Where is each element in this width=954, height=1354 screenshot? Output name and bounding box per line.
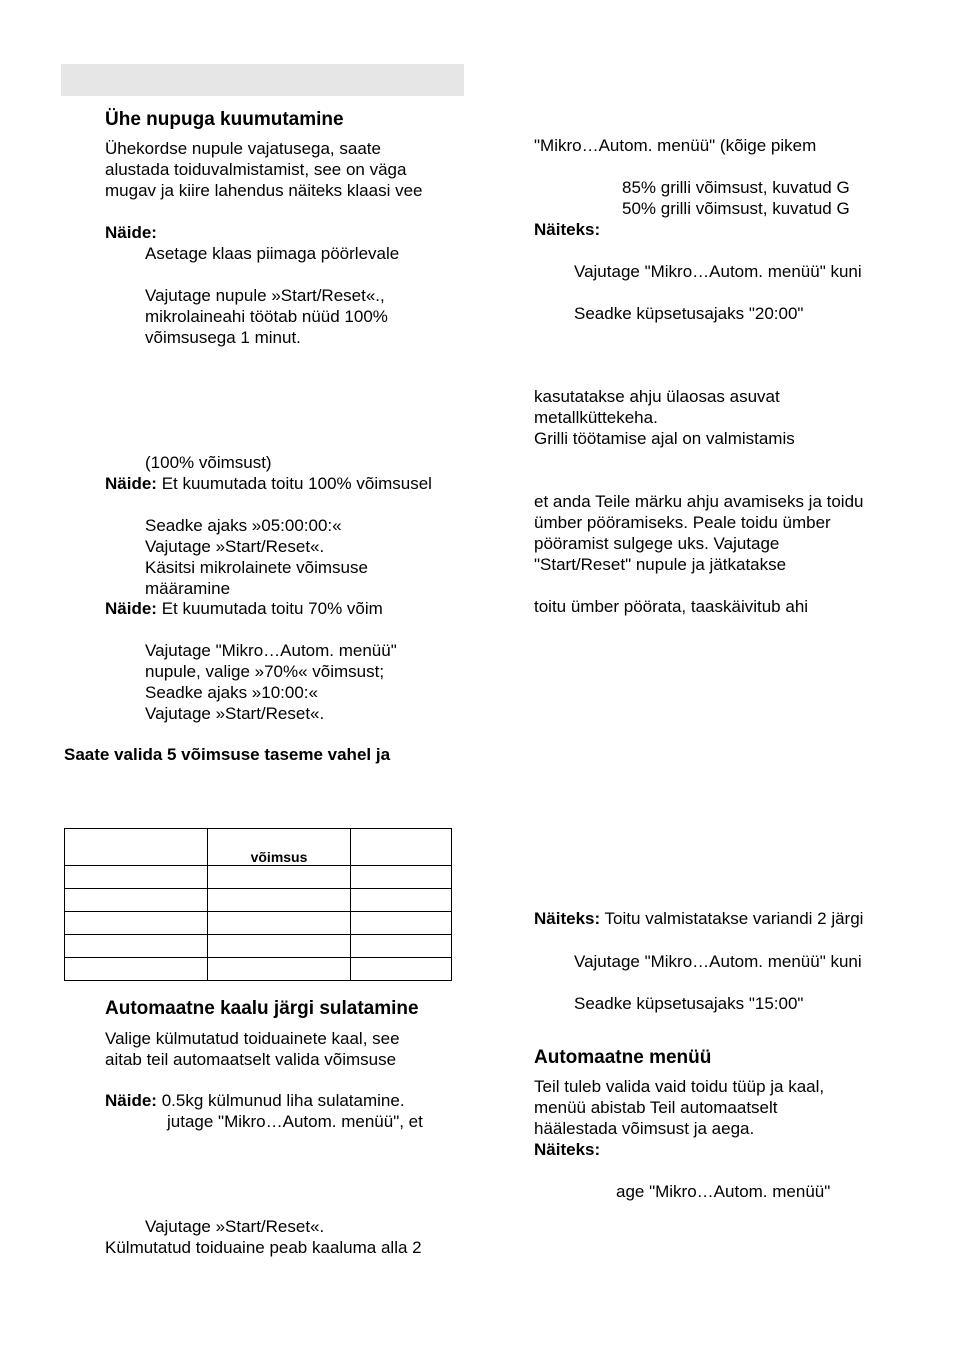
heading-auto-weight-defrost: Automaatne kaalu järgi sulatamine xyxy=(105,998,419,1019)
example-text: Et kuumutada toitu 70% võim xyxy=(156,599,383,618)
paragraph-line: pööramist sulgege uks. Vajutage xyxy=(534,534,780,553)
paragraph-line: et anda Teile märku ahju avamiseks ja toidu xyxy=(534,492,864,511)
example-label: Näide: xyxy=(105,599,157,618)
example-label: Näiteks: xyxy=(534,909,601,928)
paragraph-line: häälestada võimsust ja aega. xyxy=(534,1119,755,1138)
example-step: Seadke küpsetusajaks "20:00" xyxy=(574,304,804,323)
example-step: Vajutage »Start/Reset«. xyxy=(145,537,325,556)
paragraph-line: ümber pööramiseks. Peale toidu ümber xyxy=(534,513,831,532)
paragraph-line: Valige külmutatud toiduainete kaal, see xyxy=(105,1029,400,1048)
example-label: Näiteks: xyxy=(534,1140,601,1159)
grill-power-option: 85% grilli võimsust, kuvatud G xyxy=(622,178,850,197)
example-line xyxy=(105,473,432,494)
table-header-cell xyxy=(65,829,208,866)
example-label: Näiteks: xyxy=(534,220,601,239)
paragraph-line: kasutatakse ahju ülaosas asuvat xyxy=(534,387,780,406)
example-step: määramine xyxy=(145,579,231,598)
table-header-row xyxy=(65,829,452,866)
heading-auto-menu: Automaatne menüü xyxy=(534,1047,712,1068)
example-step: jutage "Mikro…Autom. menüü", et xyxy=(167,1112,423,1131)
grill-power-option: 50% grilli võimsust, kuvatud G xyxy=(622,199,850,218)
example-step: võimsusega 1 minut. xyxy=(145,328,301,347)
power-levels-note: Saate valida 5 võimsuse taseme vahel ja xyxy=(64,745,391,764)
example-line xyxy=(105,1090,405,1111)
example-text: 0.5kg külmunud liha sulatamine. xyxy=(156,1091,405,1110)
example-step: Vajutage "Mikro…Autom. menüü" kuni xyxy=(574,952,862,971)
example-step: age "Mikro…Autom. menüü" xyxy=(616,1182,831,1201)
example-step: Seadke ajaks »05:00:00:« xyxy=(145,516,342,535)
paragraph-line: menüü abistab Teil automaatselt xyxy=(534,1098,778,1117)
paragraph-line: "Mikro…Autom. menüü" (kõige pikem xyxy=(534,136,817,155)
example-step: Asetage klaas piimaga pöörlevale xyxy=(145,244,400,263)
example-step: Vajutage nupule »Start/Reset«., xyxy=(145,286,385,305)
table-row xyxy=(65,912,452,935)
paragraph-line: alustada toiduvalmistamist, see on väga xyxy=(105,160,407,179)
example-text: Toitu valmistatakse variandi 2 järgi xyxy=(600,909,864,928)
example-step: Vajutage »Start/Reset«. xyxy=(145,704,325,723)
example-line xyxy=(105,598,383,619)
example-label: Näide: xyxy=(105,1091,157,1110)
power-note: (100% võimsust) xyxy=(145,453,272,472)
example-text: Et kuumutada toitu 100% võimsusel xyxy=(156,474,432,493)
example-label: Näide: xyxy=(105,474,157,493)
paragraph-line: Teil tuleb valida vaid toidu tüüp ja kaal, xyxy=(534,1077,825,1096)
example-step: Vajutage »Start/Reset«. xyxy=(145,1217,325,1236)
example-step: Seadke küpsetusajaks "15:00" xyxy=(574,994,804,1013)
example-step: Vajutage "Mikro…Autom. menüü" kuni xyxy=(574,262,862,281)
power-levels-table xyxy=(64,828,452,981)
section-header-band xyxy=(61,64,464,96)
example-step: nupule, valige »70%« võimsust; xyxy=(145,662,385,681)
paragraph-line: metallküttekeha. xyxy=(534,408,658,427)
paragraph-line: Külmutatud toiduaine peab kaaluma alla 2 xyxy=(105,1238,422,1257)
heading-one-touch-heating: Ühe nupuga kuumutamine xyxy=(105,109,344,130)
example-step: Käsitsi mikrolainete võimsuse xyxy=(145,558,368,577)
paragraph-line: "Start/Reset" nupule ja jätkatakse xyxy=(534,555,787,574)
table-header-cell: võimsus xyxy=(208,829,351,866)
example-step: Vajutage "Mikro…Autom. menüü" xyxy=(145,641,397,660)
paragraph-line: toitu ümber pöörata, taaskäivitub ahi xyxy=(534,597,809,616)
table-row xyxy=(65,866,452,889)
paragraph-line: aitab teil automaatselt valida võimsuse xyxy=(105,1050,397,1069)
paragraph-line: mugav ja kiire lahendus näiteks klaasi vee xyxy=(105,181,423,200)
paragraph-line: Ühekordse nupule vajatusega, saate xyxy=(105,139,381,158)
paragraph-line: Grilli töötamise ajal on valmistamis xyxy=(534,429,795,448)
table-row xyxy=(65,889,452,912)
example-step: mikrolaineahi töötab nüüd 100% xyxy=(145,307,388,326)
table-header-cell xyxy=(351,829,452,866)
example-line xyxy=(534,908,863,929)
example-label: Näide: xyxy=(105,223,157,242)
table-row xyxy=(65,958,452,981)
table-row xyxy=(65,935,452,958)
example-step: Seadke ajaks »10:00:« xyxy=(145,683,318,702)
